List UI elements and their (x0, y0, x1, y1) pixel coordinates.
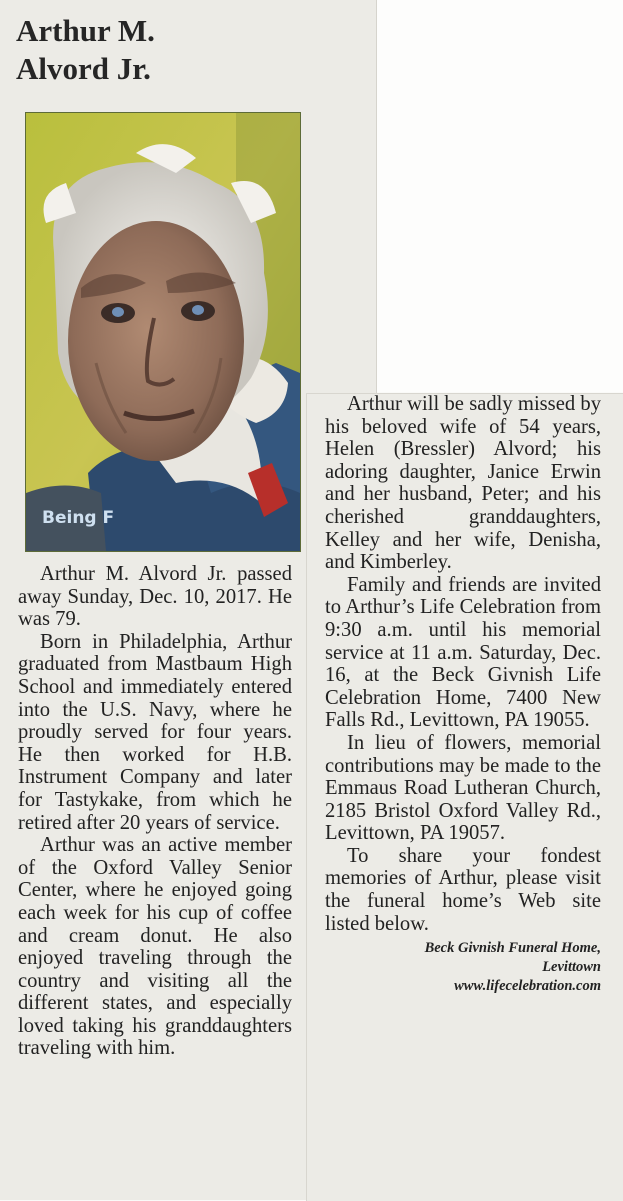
portrait-illustration (26, 113, 300, 551)
funeral-home-signature (325, 939, 601, 996)
shirt-text: Being F (42, 508, 115, 528)
blank-area (377, 0, 623, 392)
paragraph-survivors: Arthur will be sadly missed by his beloved wife of 54 years, Helen (Bressler) Alvord; his adoring daughter, Janice Erwin and her husband, Peter; and his cherished granddaughters, Kelley and her wife, Denisha, and Kimberley. (325, 393, 601, 574)
obituary-title (16, 12, 155, 88)
signature-line-3: www.lifecelebration.com (454, 978, 601, 995)
paragraph-memories: To share your fondest memories of Arthur, please visit the funeral home’s Web site listed below. (325, 844, 601, 935)
paragraph-death-notice: Arthur M. Alvord Jr. passed away Sunday, Dec. 10, 2017. He was 79. (18, 563, 292, 631)
obituary-column-left (18, 563, 292, 1060)
portrait-photo (25, 112, 301, 552)
signature-line-1: Beck Givnish Funeral Home, (424, 940, 601, 957)
signature-line-2: Levittown (542, 959, 601, 976)
paragraph-contributions: In lieu of flowers, memorial contributions may be made to the Emmaus Road Lutheran Church, 2185 Bristol Oxford Valley Rd., Levittown, PA 19057. (325, 731, 601, 845)
paragraph-career: Born in Philadelphia, Arthur graduated from Mastbaum High School and immediately entered into the U.S. Navy, where he proudly served for four years. He then worked for H.B. Instrument Company and later for Tastykake, from which he retired after 20 years of service. (18, 630, 292, 834)
title-line-2: Alvord Jr. (16, 51, 151, 86)
paragraph-hobbies: Arthur was an active member of the Oxford Valley Senior Center, where he enjoyed going each week for his cup of coffee and cream donut. He also enjoyed traveling through the country and visiting all the different states, and especially loved taking his granddaughters traveling with him. (18, 834, 292, 1060)
title-line-1: Arthur M. (16, 13, 155, 48)
paragraph-service: Family and friends are invited to Arthur’s Life Celebration from 9:30 a.m. until his memorial service at 11 a.m. Saturday, Dec. 16, at the Beck Givnish Life Celebration Home, 7400 New Falls Rd., Levittown, PA 19055. (325, 573, 601, 732)
obituary-column-right (325, 393, 601, 996)
